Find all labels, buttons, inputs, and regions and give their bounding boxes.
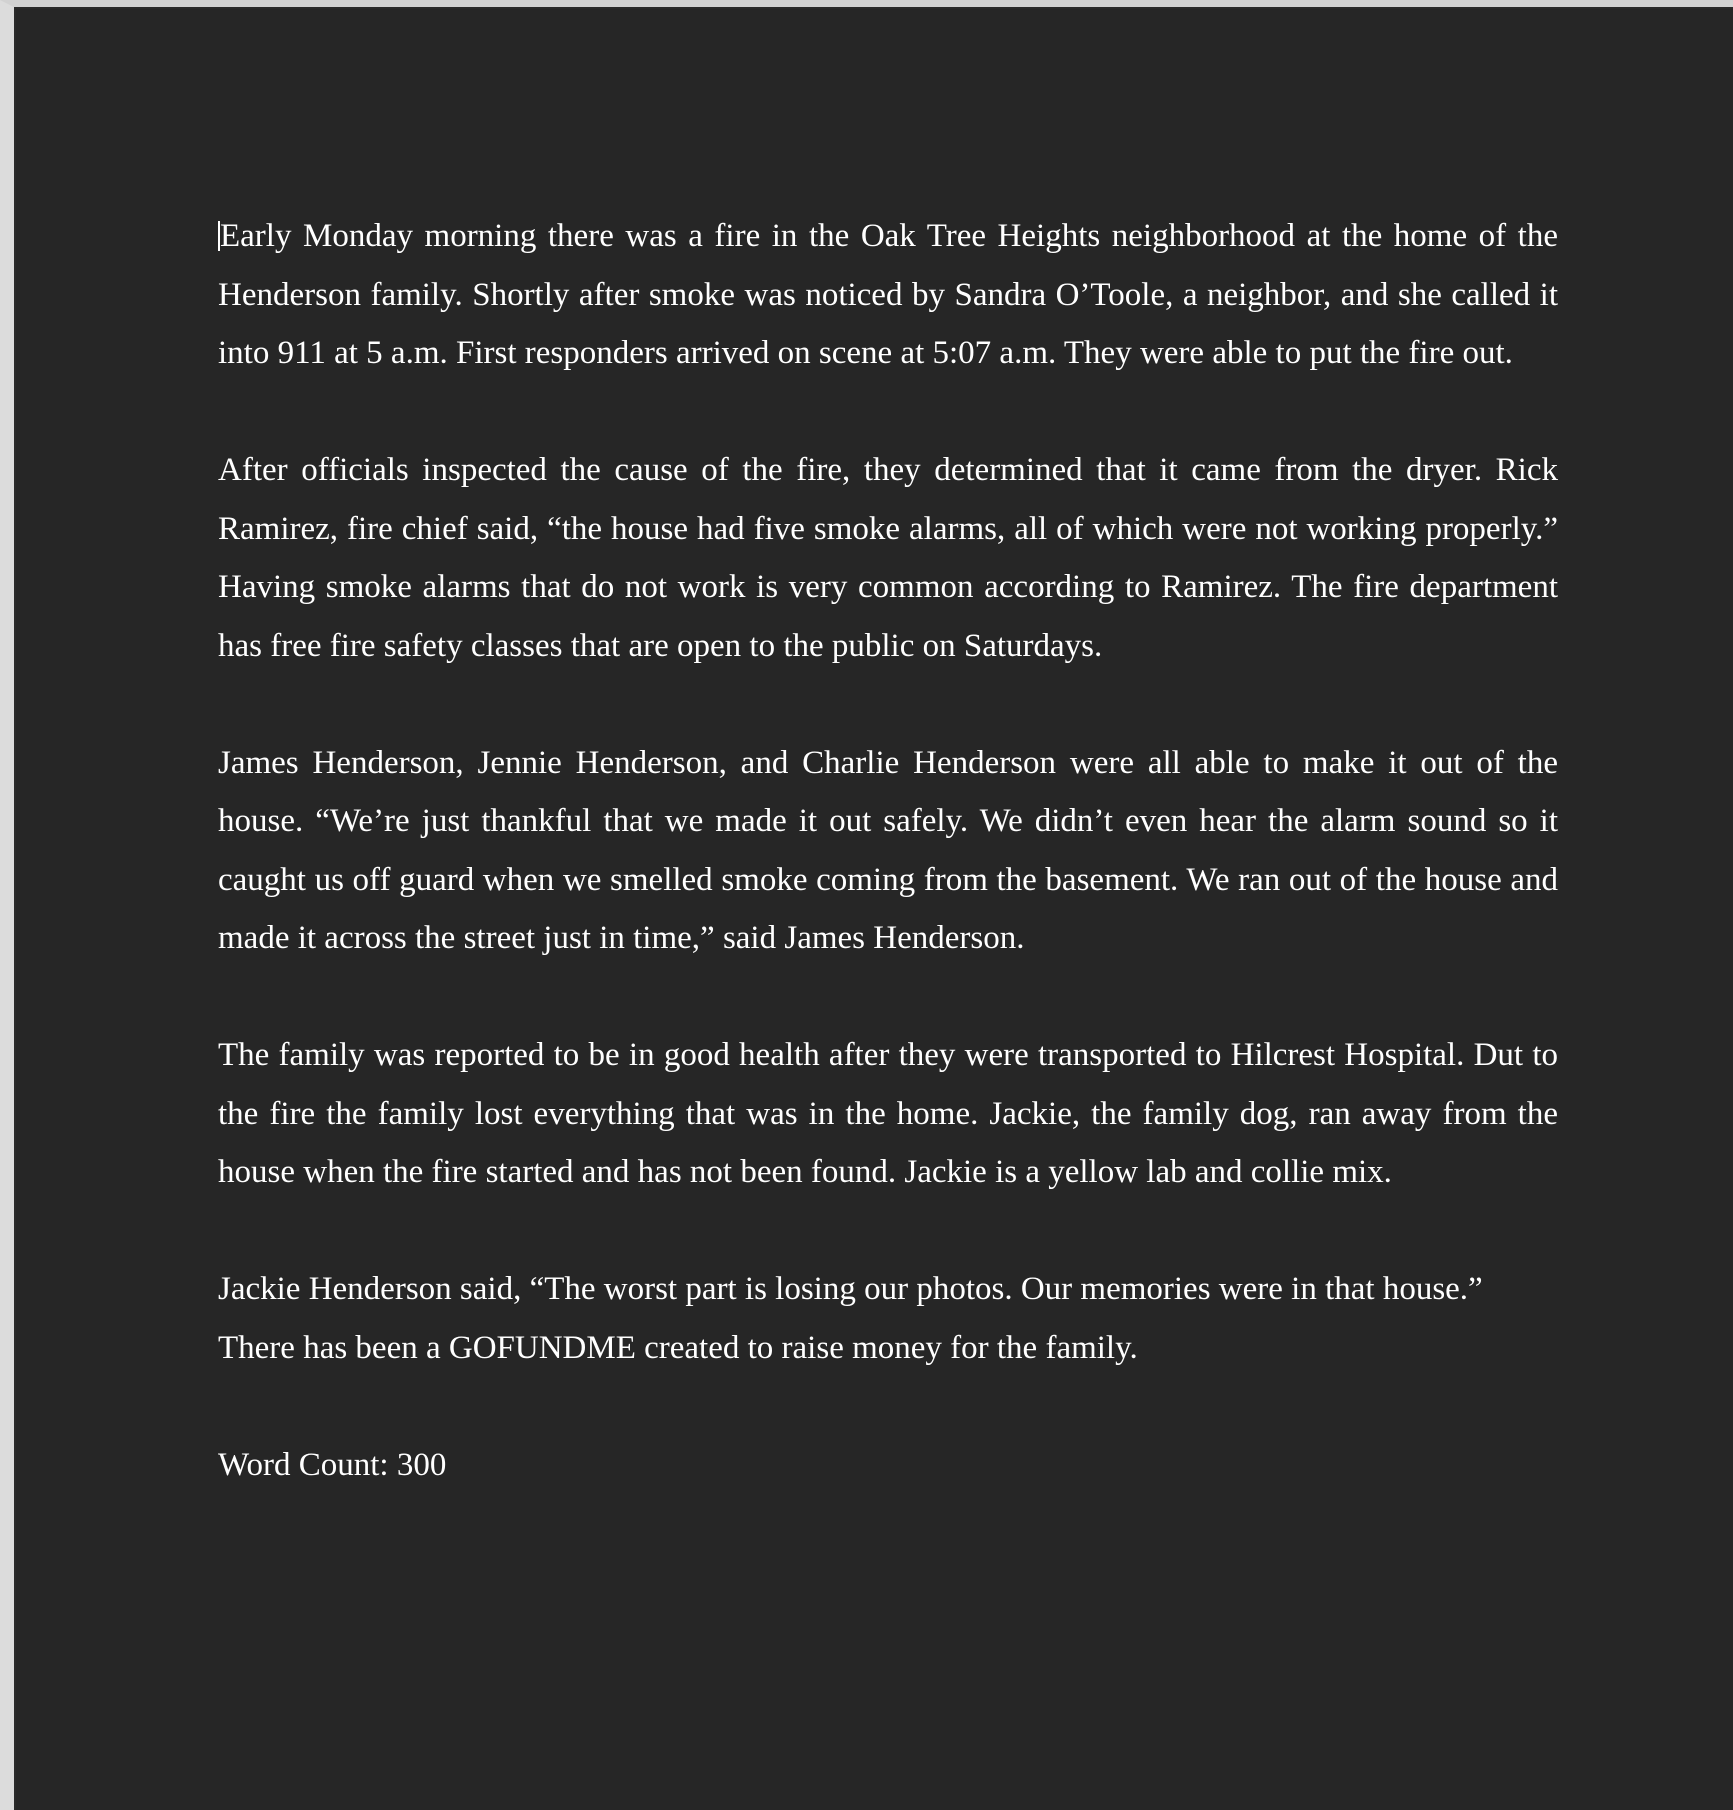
- window-top-edge: [14, 7, 1733, 9]
- paragraph-3[interactable]: James Henderson, Jennie Henderson, and Charlie Henderson were all able to make it out of the house. “We’re just thankful that we made it out safely. We didn’t even hear the alarm sound so it caught us off guard when we smelled smoke coming from the basement. We ran out of the house and made it across the street just in time,” said James Henderson.: [218, 744, 1558, 956]
- window-left-edge: [14, 7, 16, 1810]
- word-count[interactable]: Word Count: 300: [218, 1446, 447, 1483]
- paragraph-1[interactable]: [218, 207, 1558, 383]
- paragraph-2[interactable]: After officials inspected the cause of the fire, they determined that it came from the dryer. Rick Ramirez, fire chief said, “the house had five smoke alarms, all of which were not working properly.” Having smoke alarms that do not work is very common according to Ramirez. The fire department has free fire safety classes that are open to the public on Saturdays.: [218, 452, 1558, 664]
- paragraph-4[interactable]: The family was reported to be in good health after they were transported to Hilcrest Hospital. Dut to the fire the family lost everything that was in the home. Jackie, the family dog, ran away from the house when the fire started and has not been found. Jackie is a yellow lab and collie mix.: [218, 1037, 1558, 1190]
- paragraph-1-text: Early Monday morning there was a fire in the Oak Tree Heights neighborhood at the home of the Henderson family. Shortly after smoke was noticed by Sandra O’Toole, a neighbor, and she called it into 911 at 5 a.m. First responders arrived on scene at 5:07 a.m. They were able to put the fire out.: [218, 218, 1558, 371]
- paragraph-5[interactable]: Jackie Henderson said, “The worst part is losing our photos. Our memories were in that house.” There has been a GOFUNDME created to raise money for the family.: [218, 1271, 1483, 1366]
- document-body[interactable]: [218, 207, 1558, 1494]
